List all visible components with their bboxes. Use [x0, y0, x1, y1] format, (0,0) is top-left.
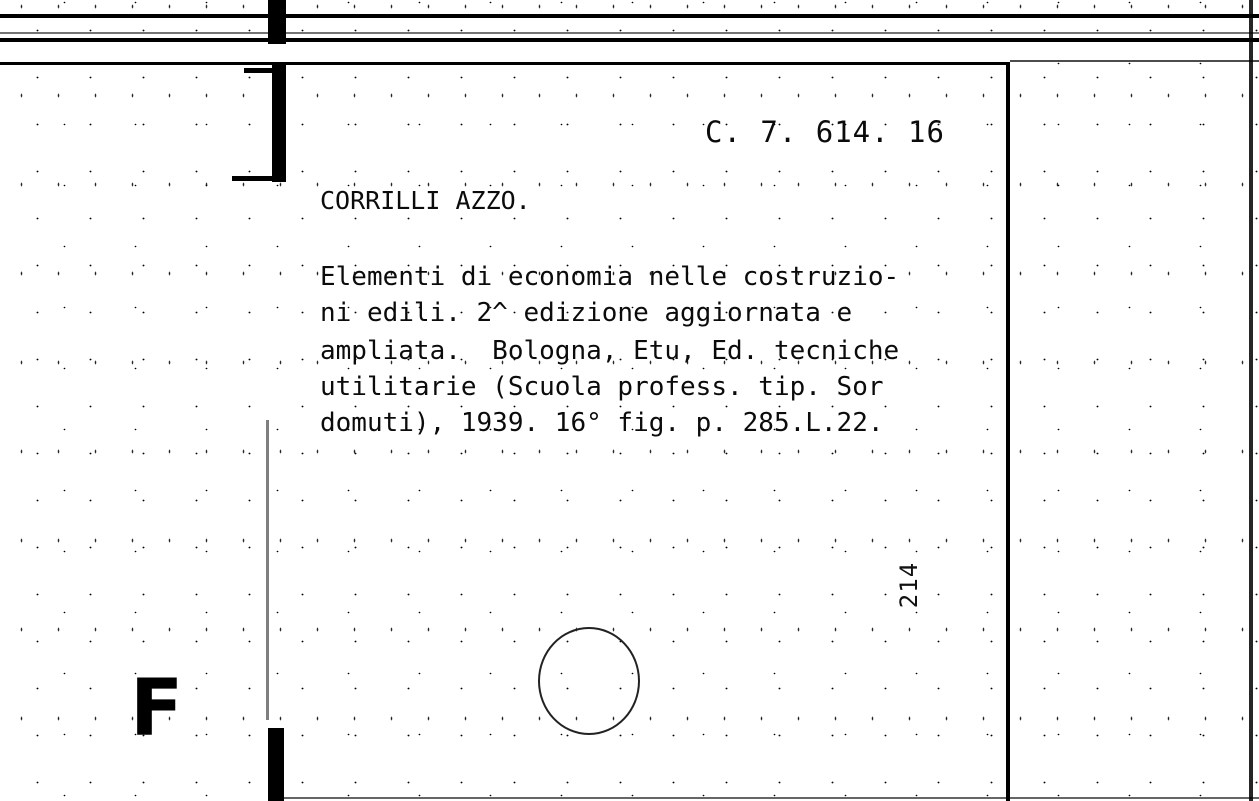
title-line-3: ampliata. Bologna, Etu, Ed. tecniche [320, 336, 900, 366]
stamp-number: 214 [895, 561, 923, 609]
bottom-edge [268, 797, 1259, 799]
shelfmark: C. 7. 614. 16 [705, 115, 945, 149]
top-border-band [0, 38, 1259, 42]
left-card-edge-top [268, 0, 286, 44]
title-line-1: Elementi di economia nelle costruzio- [320, 262, 900, 292]
top-shadow-line [0, 62, 1010, 65]
top-shadow-line-right [1010, 60, 1259, 62]
title-line-4: utilitarie (Scuola profess. tip. Sor [320, 372, 884, 402]
author-name: CORRILLI AZZO. [320, 186, 531, 215]
right-card-edge [1006, 62, 1010, 801]
right-page-edge [1249, 0, 1253, 801]
top-border-dashes [0, 32, 1259, 34]
title-line-5: domuti), 1939. 16° fig. p. 285.L.22. [320, 408, 884, 438]
top-border-line [0, 14, 1259, 18]
title-line-2: ni edili. 2^ edizione aggiornata e [320, 298, 853, 328]
punch-hole [538, 627, 640, 735]
left-card-dotted-edge [266, 420, 269, 720]
left-card-edge-bottom [268, 728, 284, 801]
left-card-edge-tick [244, 68, 272, 73]
drawer-tab-letter: F [130, 664, 184, 754]
left-card-edge [272, 64, 286, 182]
left-card-edge-tick-lower [232, 176, 272, 181]
